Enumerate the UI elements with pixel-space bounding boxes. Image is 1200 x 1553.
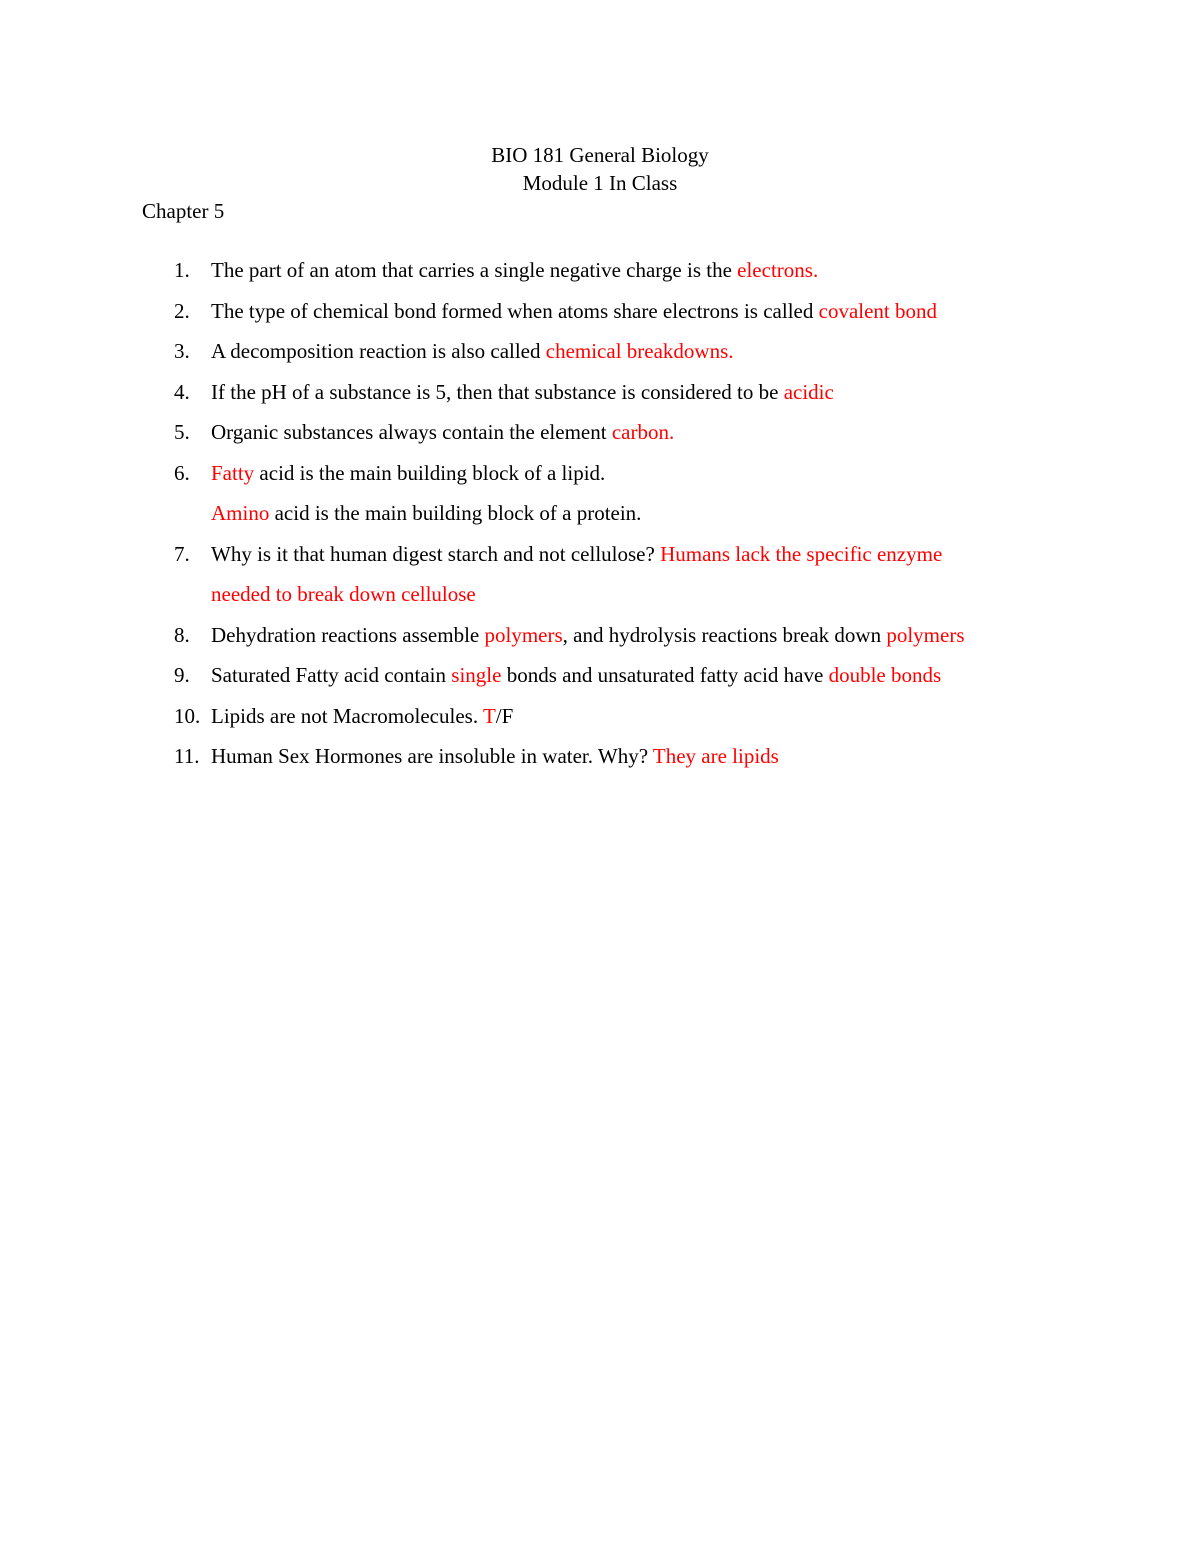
question-text: A decomposition reaction is also called <box>211 339 546 363</box>
question-number: 1. <box>174 258 190 282</box>
question-item <box>142 736 1122 777</box>
document-title-block <box>0 141 1200 197</box>
question-text: /F <box>495 703 514 728</box>
question-line <box>211 615 1122 656</box>
question-number: 10. <box>174 703 201 728</box>
question-text: If the pH of a substance is 5, then that substance is considered to be <box>211 379 784 404</box>
answer-text: polymers <box>886 622 965 647</box>
answer-text: double bonds <box>828 663 942 687</box>
module-title: Module 1 In Class <box>522 171 678 195</box>
answer-text: Amino <box>211 501 270 525</box>
answer-text: chemical breakdowns. <box>545 339 734 363</box>
question-line <box>211 736 1122 777</box>
question-line <box>211 696 1122 737</box>
question-line <box>211 372 1122 413</box>
question-text: Human Sex Hormones are insoluble in water. Why? <box>211 744 653 768</box>
answer-text: They are lipids <box>652 744 779 768</box>
course-title: BIO 181 General Biology <box>491 143 709 167</box>
question-text: Why is it that human digest starch and not cellulose? <box>211 541 661 566</box>
question-number: 3. <box>174 339 190 363</box>
question-line <box>211 534 1122 575</box>
question-item <box>142 615 1122 656</box>
answer-text: T <box>482 703 496 728</box>
answer-text: carbon. <box>611 420 675 444</box>
question-item <box>142 331 1122 372</box>
chapter-heading: Chapter 5 <box>142 199 225 223</box>
question-text: The type of chemical bond formed when atoms share electrons is called <box>211 298 819 323</box>
question-text: Saturated Fatty acid contain <box>211 663 452 687</box>
question-text: acid is the main building block of a protein. <box>269 501 642 525</box>
question-text: Lipids are not Macromolecules. <box>211 703 483 728</box>
question-number: 11. <box>174 744 200 768</box>
answer-text: electrons. <box>737 258 819 282</box>
question-number: 4. <box>174 379 190 404</box>
question-line <box>211 331 1122 372</box>
answer-text: Humans lack the specific enzyme <box>660 541 943 566</box>
question-number: 6. <box>174 460 190 485</box>
question-item <box>142 696 1122 737</box>
question-text: Dehydration reactions assemble <box>211 622 485 647</box>
question-line <box>211 453 1122 494</box>
question-item <box>142 412 1122 453</box>
question-text: Organic substances always contain the element <box>211 420 612 444</box>
question-text: acid is the main building block of a lipid. <box>254 460 606 485</box>
question-item <box>142 291 1122 332</box>
question-number: 2. <box>174 298 190 323</box>
answer-text: acidic <box>783 379 834 404</box>
answer-text: Fatty <box>211 460 255 485</box>
question-item <box>142 453 1122 534</box>
answer-text: polymers <box>484 622 563 647</box>
answer-text: needed to break down cellulose <box>211 582 476 606</box>
question-text: The part of an atom that carries a single negative charge is the <box>211 258 738 282</box>
question-line <box>211 655 1122 696</box>
question-item <box>142 655 1122 696</box>
question-number: 7. <box>174 541 190 566</box>
question-list <box>142 250 1122 777</box>
question-line <box>211 493 1122 534</box>
question-number: 5. <box>174 420 190 444</box>
question-item <box>142 372 1122 413</box>
question-line <box>211 412 1122 453</box>
question-line <box>211 250 1122 291</box>
question-line <box>211 574 1122 615</box>
question-item <box>142 534 1122 615</box>
question-item <box>142 250 1122 291</box>
question-line <box>211 291 1122 332</box>
question-text: bonds and unsaturated fatty acid have <box>501 663 829 687</box>
question-number: 9. <box>174 663 190 687</box>
question-text: , and hydrolysis reactions break down <box>562 622 887 647</box>
question-number: 8. <box>174 622 190 647</box>
answer-text: single <box>451 663 502 687</box>
answer-text: covalent bond <box>818 298 938 323</box>
